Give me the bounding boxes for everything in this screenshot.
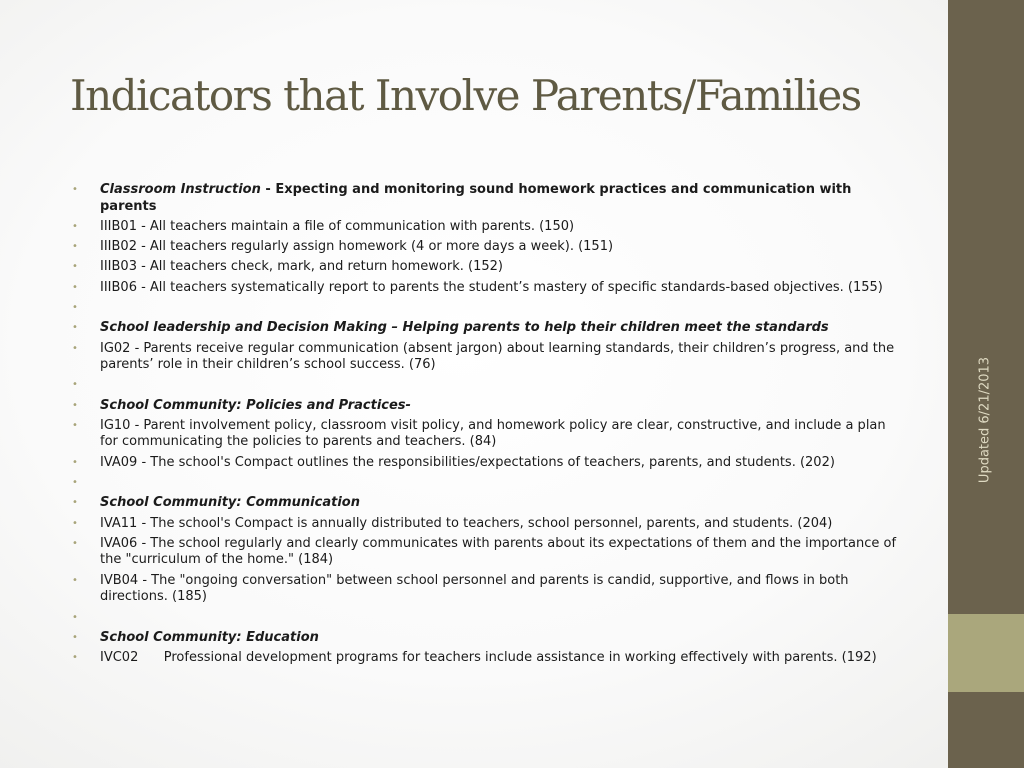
section-heading [72,398,900,415]
bullet-dot-icon: • [72,497,78,509]
slide-content [72,182,900,670]
bullet-dot-icon: • [72,399,78,411]
bullet-dot-icon: • [72,419,78,431]
section-heading [72,630,900,647]
bullet-dot-icon: • [72,456,78,468]
item-text: School Community: Education [100,629,319,645]
item-text: School Community: Policies and Practices- [100,397,411,413]
indicator-item [72,259,900,276]
item-text: IVA09 - The school's Compact outlines the responsibilities/expectations of teachers, parents, and students. (202) [100,454,835,470]
bullet-dot-icon: • [72,220,78,232]
bullet-list [72,182,900,667]
item-text: School leadership and Decision Making – Helping parents to help their children meet the standards [100,320,829,336]
bullet-dot-icon: • [72,322,78,334]
bullet-dot-icon: • [72,611,78,623]
empty-bullet [72,300,900,317]
item-text: IG02 - Parents receive regular communication (absent jargon) about learning standards, their children’s progress, and the parents’ role in their children’s school success. (76) [100,340,895,373]
section-heading [72,182,900,215]
indicator-item [72,650,900,667]
section-heading-lead: Classroom Instruction [100,182,261,197]
bullet-dot-icon: • [72,477,78,489]
bullet-dot-icon: • [72,631,78,643]
bullet-dot-icon: • [72,574,78,586]
bullet-dot-icon: • [72,281,78,293]
item-text: IIIB06 - All teachers systematically report to parents the student’s mastery of specific standards-based objectives. (155) [100,279,883,295]
bullet-dot-icon: • [72,379,78,391]
bullet-dot-icon: • [72,184,78,195]
bullet-dot-icon: • [72,517,78,529]
bullet-dot-icon: • [72,301,78,313]
bullet-dot-icon: • [72,342,78,354]
indicator-item [72,280,900,297]
section-heading [72,320,900,337]
empty-bullet [72,475,900,492]
indicator-item [72,219,900,236]
item-text: IVB04 - The "ongoing conversation" between school personnel and parents is candid, supportive, and flows in both directions. (185) [100,572,849,605]
item-text: IVC02 Professional development programs for teachers include assistance in working effectively with parents. (192) [100,650,877,666]
item-text: School Community: Communication [100,495,360,511]
sidebar-accent-block [948,614,1024,692]
indicator-item [72,455,900,472]
slide-title: Indicators that Involve Parents/Families [70,71,861,120]
section-heading-rest: - Expecting and monitoring sound homework practices and communication with parents [100,182,852,214]
indicator-item [72,418,900,451]
item-text: IIIB03 - All teachers check, mark, and return homework. (152) [100,259,503,275]
item-text: IVA06 - The school regularly and clearly communicates with parents about its expectations of them and the importance of the "curriculum of the home." (184) [100,535,897,568]
empty-bullet [72,610,900,627]
indicator-item [72,341,900,374]
bullet-dot-icon: • [72,652,78,664]
bullet-dot-icon: • [72,241,78,253]
section-heading [72,495,900,512]
indicator-item [72,516,900,533]
bullet-dot-icon: • [72,261,78,273]
indicator-item [72,573,900,606]
item-text: IIIB01 - All teachers maintain a file of communication with parents. (150) [100,218,575,234]
updated-date-label: Updated 6/21/2013 [977,356,993,484]
indicator-item [72,536,900,569]
item-text: IG10 - Parent involvement policy, classroom visit policy, and homework policy are clear, constructive, and include a plan for communicating the policies to parents and teachers. (84) [100,417,886,450]
item-text: IVA11 - The school's Compact is annually distributed to teachers, school personnel, parents, and students. (204) [100,515,833,531]
indicator-item [72,239,900,256]
bullet-dot-icon: • [72,537,78,549]
empty-bullet [72,377,900,394]
item-text: IIIB02 - All teachers regularly assign homework (4 or more days a week). (151) [100,239,614,255]
